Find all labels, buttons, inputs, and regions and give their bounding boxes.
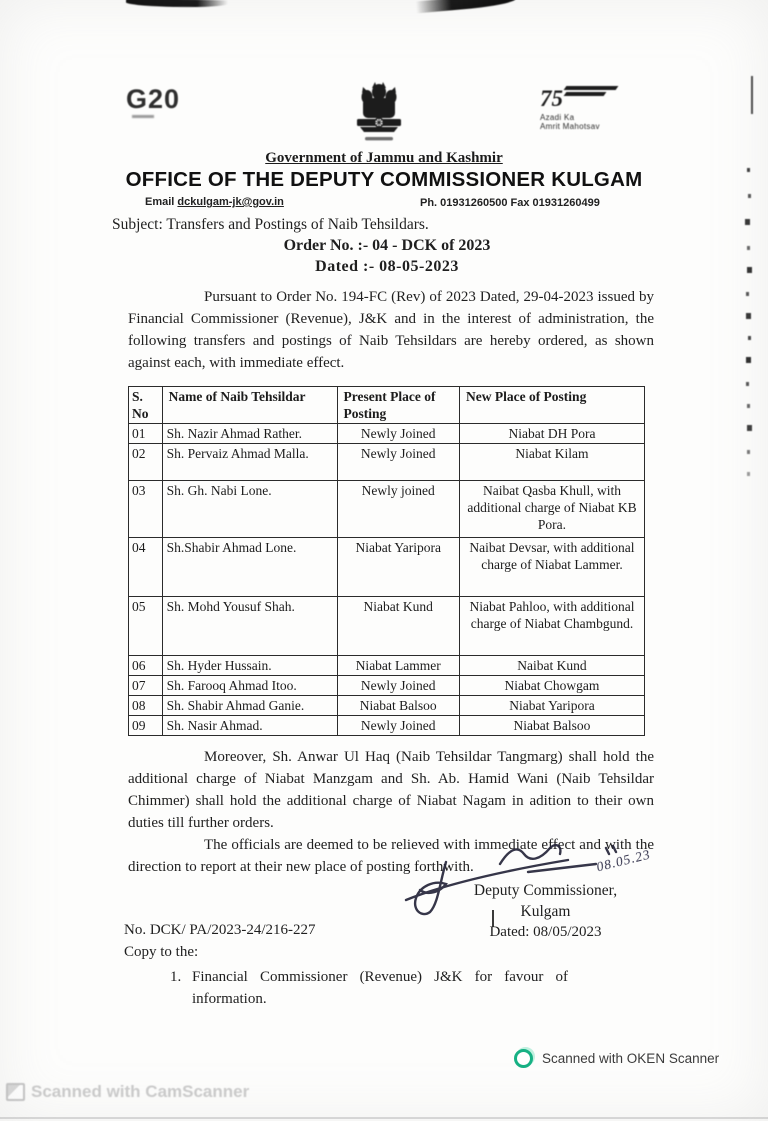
cell-tehsildar-name: Sh. Hyder Hussain. — [162, 656, 337, 676]
office-title: OFFICE OF THE DEPUTY COMMISSIONER KULGAM — [125, 168, 643, 191]
header-new-place: New Place of Posting — [459, 387, 644, 424]
cell-new-place: Niabat Chowgam — [459, 676, 644, 696]
azadi-text-line1: Azadi Ka — [540, 113, 575, 122]
copy-to-label: Copy to the: — [124, 944, 199, 960]
camscanner-text: Scanned with CamScanner — [31, 1082, 250, 1101]
cell-tehsildar-name: Sh.Shabir Ahmad Lone. — [162, 538, 337, 597]
table-row — [129, 597, 645, 656]
g20-logo-text: G20 — [126, 84, 181, 114]
cell-new-place: Naibat Devsar, with additional charge of Niabat Lammer. — [459, 538, 644, 597]
camscanner-watermark — [6, 1082, 249, 1102]
scan-bleed-artifact — [751, 76, 753, 114]
cell-new-place: Niabat Yaripora — [459, 696, 644, 716]
email-label: Email — [145, 196, 175, 208]
order-number-line: Order No. :- 04 - DCK of 2023 — [283, 237, 491, 254]
cell-new-place: Niabat DH Pora — [459, 424, 644, 444]
signatory-place: Kulgam — [520, 903, 571, 920]
cell-tehsildar-name: Sh. Mohd Yousuf Shah. — [162, 597, 337, 656]
reference-number: No. DCK/ PA/2023-24/216-227 — [124, 922, 316, 938]
cell-present-place: Newly Joined — [337, 716, 459, 736]
government-line: Government of Jammu and Kashmir — [265, 150, 503, 166]
copy-item-number: 1. — [170, 969, 182, 985]
signatory-dated: Dated: 08/05/2023 — [489, 924, 602, 940]
azadi-text-line2: Amrit Mahotsav — [540, 122, 600, 131]
table-row — [129, 538, 645, 597]
cell-new-place: Niabat Kilam — [459, 444, 644, 481]
table-row — [129, 481, 645, 538]
cell-present-place: Niabat Lammer — [337, 656, 459, 676]
header-present-place: Present Place of Posting — [337, 387, 459, 424]
table-row — [129, 716, 645, 736]
document-body — [112, 216, 662, 878]
cell-new-place: Naibat Kund — [459, 656, 644, 676]
camscanner-icon — [6, 1083, 25, 1101]
signatory-title: Deputy Commissioner, — [473, 882, 618, 899]
cell-present-place: Niabat Balsoo — [337, 696, 459, 716]
azadi-text — [540, 113, 617, 131]
table-row — [129, 424, 645, 444]
cell-present-place: Newly Joined — [337, 424, 459, 444]
table-row — [129, 656, 645, 676]
scan-edge-line — [0, 1117, 768, 1119]
cell-tehsildar-name: Sh. Pervaiz Ahmad Malla. — [162, 444, 337, 481]
azadi-numeral: 75 — [540, 86, 563, 111]
cell-serial-no: 06 — [129, 656, 163, 676]
header-sno: S. No — [129, 387, 163, 424]
paragraph-moreover: Moreover, Sh. Anwar Ul Haq (Naib Tehsildar Tangmarg) shall hold the additional charge of Niabat Manzgam and Sh. Ab. Hamid Wani (Naib Tehsildar Chimmer) shall hold the additional charge of Niabat Nagam in adition to their own duties till further orders. — [128, 749, 654, 831]
cell-serial-no: 04 — [129, 538, 163, 597]
cell-serial-no: 07 — [129, 676, 163, 696]
cell-present-place: Newly Joined — [337, 444, 459, 481]
cell-tehsildar-name: Sh. Nazir Ahmad Rather. — [162, 424, 337, 444]
phone-fax-line: Ph. 01931260500 Fax 01931260499 — [420, 197, 600, 209]
handwritten-date: 08.05.23 — [594, 846, 653, 875]
oken-scanner-watermark — [514, 1049, 719, 1068]
paragraph-relieved: The officials are deemed to be relieved with immediate effect and with the direction to report at their new place of posting forthwith. — [128, 837, 654, 875]
cell-tehsildar-name: Sh. Shabir Ahmad Ganie. — [162, 696, 337, 716]
table-row — [129, 696, 645, 716]
header-name: Name of Naib Tehsildar — [162, 387, 337, 424]
subject-line: Subject: Transfers and Postings of Naib Tehsildars. — [112, 216, 429, 233]
cell-serial-no: 09 — [129, 716, 163, 736]
cell-tehsildar-name: Sh. Gh. Nabi Lone. — [162, 481, 337, 538]
cell-present-place: Newly Joined — [337, 676, 459, 696]
cell-tehsildar-name: Sh. Farooq Ahmad Itoo. — [162, 676, 337, 696]
oken-scanner-text: Scanned with OKEN Scanner — [542, 1051, 720, 1066]
oken-scanner-icon — [514, 1049, 533, 1068]
cell-new-place: Niabat Balsoo — [459, 716, 644, 736]
signatory-block — [438, 880, 653, 943]
cell-new-place: Niabat Pahloo, with additional charge of Niabat Chambgund. — [459, 597, 644, 656]
order-table-body — [129, 424, 645, 736]
cell-serial-no: 01 — [129, 424, 163, 444]
cell-present-place: Newly joined — [337, 481, 459, 538]
g20-logo — [126, 84, 180, 118]
email-address: dckulgam-jk@gov.in — [177, 196, 284, 208]
scan-streak-artifact — [416, 0, 517, 13]
paragraph-pursuant: Pursuant to Order No. 194-FC (Rev) of 2023 Dated, 29-04-2023 issued by Financial Commissioner (Revenue), J&K and in the interest of administration, the following transfers and postings of Naib Tehsildars are hereby ordered, as shown against each, with immediate effect. — [128, 289, 654, 371]
cell-serial-no: 03 — [129, 481, 163, 538]
cell-serial-no: 02 — [129, 444, 163, 481]
cell-serial-no: 05 — [129, 597, 163, 656]
order-date-line: Dated :- 08-05-2023 — [315, 258, 459, 275]
copy-to-item — [170, 966, 568, 1010]
azadi-mahotsav-logo — [540, 84, 617, 131]
table-row — [129, 444, 645, 481]
national-emblem-icon — [348, 80, 410, 153]
cell-serial-no: 08 — [129, 696, 163, 716]
transfer-postings-table — [128, 386, 645, 736]
g20-logo-smudge — [132, 115, 154, 118]
scan-streak-artifact — [126, 0, 228, 8]
email-line — [145, 196, 284, 208]
copy-item-text: Financial Commissioner (Revenue) J&K for favour of information. — [192, 969, 568, 1007]
cell-present-place: Niabat Yaripora — [337, 538, 459, 597]
azadi-flag-swoosh — [565, 84, 617, 98]
table-header-row — [129, 387, 645, 424]
cell-tehsildar-name: Sh. Nasir Ahmad. — [162, 716, 337, 736]
cell-new-place: Naibat Qasba Khull, with additional charge of Niabat KB Pora. — [459, 481, 644, 538]
cell-present-place: Niabat Kund — [337, 597, 459, 656]
table-row — [129, 676, 645, 696]
